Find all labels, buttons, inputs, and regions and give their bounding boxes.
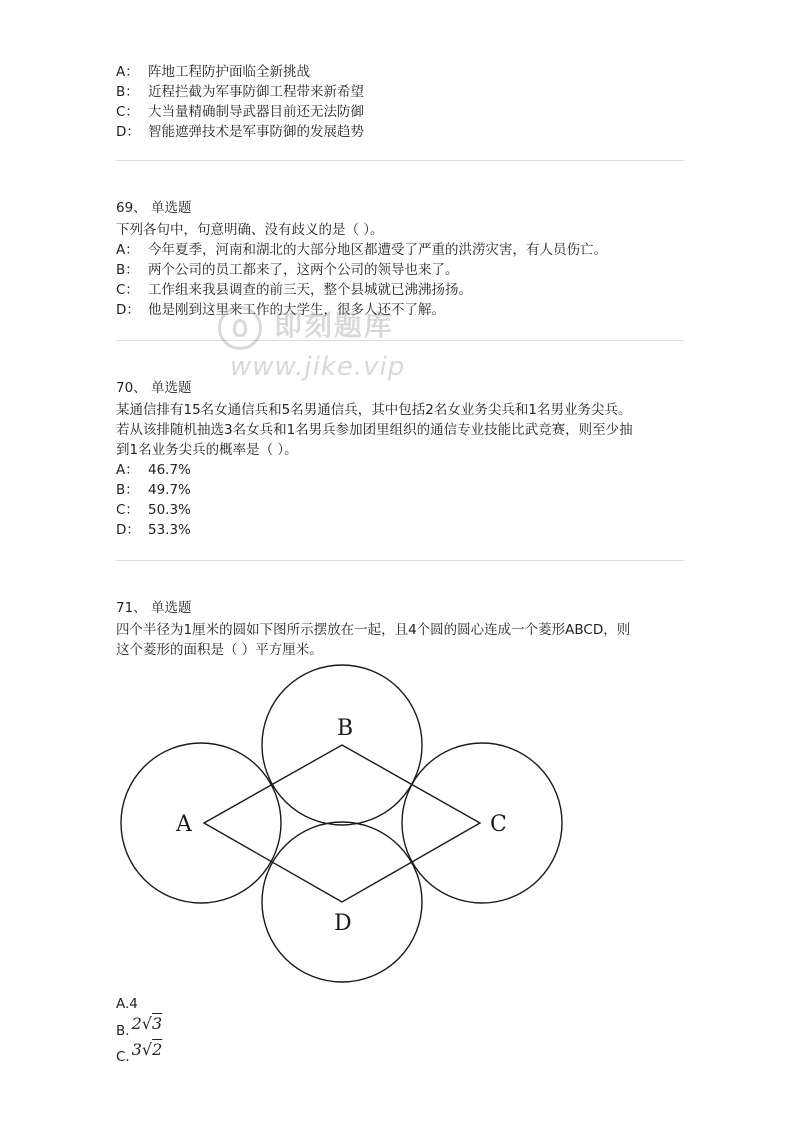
option-a[interactable]: A： 阵地工程防护面临全新挑战 <box>116 64 310 80</box>
rhombus-abcd <box>204 745 480 902</box>
rhombus-circles-diagram <box>116 660 566 990</box>
label-c: C <box>490 812 507 837</box>
math-expression: 2√3 <box>131 1014 163 1033</box>
question-stem-line: 四个半径为1厘米的圆如下图所示摆放在一起，且4个圆的圆心连成一个菱形ABCD，则 <box>116 622 631 638</box>
q69-body <box>116 220 696 320</box>
watermark-url: www.jike.vip <box>230 352 406 382</box>
answer-option-a[interactable]: A.4 <box>116 996 138 1012</box>
question-header: 71、 单选题 <box>116 600 192 616</box>
watermark-brand: 即刻题库 <box>274 309 395 342</box>
sqrt-icon: √ <box>141 1014 152 1033</box>
answer-option-c[interactable]: C. 3√2 <box>116 1040 163 1065</box>
question-stem: 下列各句中，句意明确、没有歧义的是（ ）。 <box>116 222 384 238</box>
option-b[interactable]: B： 两个公司的员工都来了，这两个公司的领导也来了。 <box>116 262 459 278</box>
label-a: A <box>176 812 192 837</box>
math-expression: 3√2 <box>131 1040 163 1059</box>
question-stem-line: 某通信排有15名女通信兵和5名男通信兵，其中包括2名女业务尖兵和1名男业务尖兵。 <box>116 402 632 418</box>
option-b[interactable]: B： 近程拦截为军事防御工程带来新希望 <box>116 84 364 100</box>
circle-a <box>121 743 281 903</box>
question-header: 69、 单选题 <box>116 200 192 216</box>
option-a[interactable]: A： 今年夏季，河南和湖北的大部分地区都遭受了严重的洪涝灾害，有人员伤亡。 <box>116 242 607 258</box>
q71-stem <box>116 620 696 660</box>
option-a[interactable]: A： 46.7% <box>116 462 191 478</box>
question-stem-line: 这个菱形的面积是（ ）平方厘米。 <box>116 642 323 658</box>
q70-body <box>116 400 696 540</box>
sqrt-icon: √ <box>141 1040 153 1059</box>
option-b[interactable]: B： 49.7% <box>116 482 191 498</box>
label-b: B <box>337 716 354 741</box>
option-d[interactable]: D： 他是刚到这里来工作的大学生，很多人还不了解。 <box>116 302 445 318</box>
answer-option-b[interactable]: B. 2√3 <box>116 1014 163 1039</box>
option-d[interactable]: D： 智能遮弹技术是军事防御的发展趋势 <box>116 124 364 140</box>
option-c[interactable]: C： 大当量精确制导武器目前还无法防御 <box>116 104 364 120</box>
question-stem-line: 若从该排随机抽选3名女兵和1名男兵参加团里组织的通信专业技能比武竞赛，则至少抽 <box>116 422 633 438</box>
circle-c <box>402 743 562 903</box>
divider <box>116 560 684 561</box>
option-c[interactable]: C： 50.3% <box>116 502 191 518</box>
option-c[interactable]: C： 工作组来我县调查的前三天，整个县城就已沸沸扬扬。 <box>116 282 472 298</box>
divider <box>116 160 684 161</box>
question-stem-line: 到1名业务尖兵的概率是（ ）。 <box>116 442 298 458</box>
question-header: 70、 单选题 <box>116 380 192 396</box>
divider <box>116 340 684 341</box>
q68-options <box>116 62 696 142</box>
label-d: D <box>334 911 352 936</box>
option-d[interactable]: D： 53.3% <box>116 522 191 538</box>
